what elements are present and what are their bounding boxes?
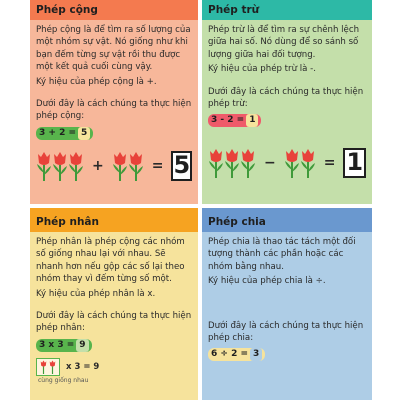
division-panel xyxy=(202,208,372,400)
addition-description: Phép cộng là để tìm ra số lượng của một nhóm sự vật. Nó giống như khi bạn đếm từng sự vật rồi thu được một kết quả cuối cùng vậy. xyxy=(36,25,191,73)
subtraction-description: Phép trừ là để tìm ra sự chênh lệch giữa hai số. Nó dùng để so sánh số lượng giữa hai đối tượng. xyxy=(208,25,360,60)
multiplication-description: Phép nhân là phép cộng các nhóm số giống nhau lại với nhau. Sẽ nhanh hơn nếu gộp các số lại theo nhóm thay vì đếm từng số một. xyxy=(36,237,185,285)
multiplication-example-expression: 3 x 3 = xyxy=(39,339,75,350)
division-example-pill xyxy=(208,348,265,361)
addition-example-expression: 3 + 2 = xyxy=(39,127,77,138)
tulip-icon xyxy=(68,151,84,181)
multiplication-howto-text: Dưới đây là cách chúng ta thực hiện phép nhân: xyxy=(36,311,192,334)
tulip-icon xyxy=(208,148,224,178)
multiplication-visual xyxy=(36,358,192,376)
multiplication-panel xyxy=(30,208,198,400)
spacer xyxy=(208,290,366,320)
addition-body xyxy=(30,20,198,184)
spacer xyxy=(36,302,192,310)
tulip-group-two xyxy=(112,151,144,181)
division-title: Phép chia xyxy=(202,208,372,232)
subtraction-panel xyxy=(202,0,372,204)
tulip-icon xyxy=(48,360,57,374)
addition-symbol-text: Ký hiệu của phép cộng là +. xyxy=(36,76,157,87)
subtraction-example-pill xyxy=(208,114,261,127)
division-example-result: 3 xyxy=(250,348,262,361)
multiplication-example-result: 9 xyxy=(76,339,88,352)
tulip-icon xyxy=(284,148,300,178)
subtraction-howto-text: Dưới đây là cách chúng ta thực hiện phép trừ: xyxy=(208,86,364,110)
subtraction-visual-equation xyxy=(208,145,366,181)
equals-sign: = xyxy=(323,155,336,172)
tulip-group-three xyxy=(36,151,84,181)
subtraction-symbol-text: Ký hiệu của phép trừ là -. xyxy=(208,64,316,75)
plus-sign: + xyxy=(92,157,104,174)
tulip-group-box xyxy=(36,358,60,376)
tulip-group-two xyxy=(284,148,316,178)
division-body xyxy=(202,232,372,361)
multiplication-visual-equation: x 3 = 9 xyxy=(66,361,100,372)
tulip-icon xyxy=(224,148,240,178)
subtraction-example-result: 1 xyxy=(246,114,258,127)
spacer xyxy=(36,90,192,98)
multiplication-example-pill xyxy=(36,339,92,352)
addition-example-pill xyxy=(36,127,93,140)
tulip-icon xyxy=(39,360,48,374)
addition-visual-equation xyxy=(36,148,192,184)
division-description: Phép chia là thao tác tách một đối tượng thành các phần hoặc các nhóm bằng nhau. xyxy=(208,237,356,272)
tulip-icon xyxy=(112,151,128,181)
spacer xyxy=(208,78,366,86)
minus-sign: − xyxy=(264,155,276,172)
addition-title: Phép cộng xyxy=(30,0,198,20)
addition-answer-box: 5 xyxy=(173,150,191,179)
subtraction-answer-box: 1 xyxy=(343,148,366,178)
multiplication-symbol-text: Ký hiệu của phép nhân là x. xyxy=(36,288,156,299)
division-howto-text: Dưới đây là cách chúng ta thực hiện phép chia: xyxy=(208,320,364,344)
subtraction-title: Phép trừ xyxy=(202,0,372,20)
addition-panel xyxy=(30,0,198,204)
multiplication-title: Phép nhân xyxy=(30,208,198,232)
tulip-icon xyxy=(52,151,68,181)
addition-example-result: 5 xyxy=(78,127,90,140)
multiplication-caption: cùng giống nhau xyxy=(38,376,89,384)
tulip-group-three xyxy=(208,148,256,178)
division-example-expression: 6 ÷ 2 = xyxy=(211,349,249,360)
equals-sign: = xyxy=(151,157,164,174)
multiplication-body xyxy=(30,232,198,387)
tulip-icon xyxy=(240,148,256,178)
tulip-icon xyxy=(36,151,52,181)
tulip-icon xyxy=(128,151,144,181)
division-symbol-text: Ký hiệu của phép chia là ÷. xyxy=(208,276,326,287)
addition-howto-text: Dưới đây là cách chúng ta thực hiện phép cộng: xyxy=(36,99,192,122)
subtraction-example-expression: 3 - 2 = xyxy=(211,115,245,126)
tulip-icon xyxy=(300,148,316,178)
subtraction-body xyxy=(202,20,372,181)
